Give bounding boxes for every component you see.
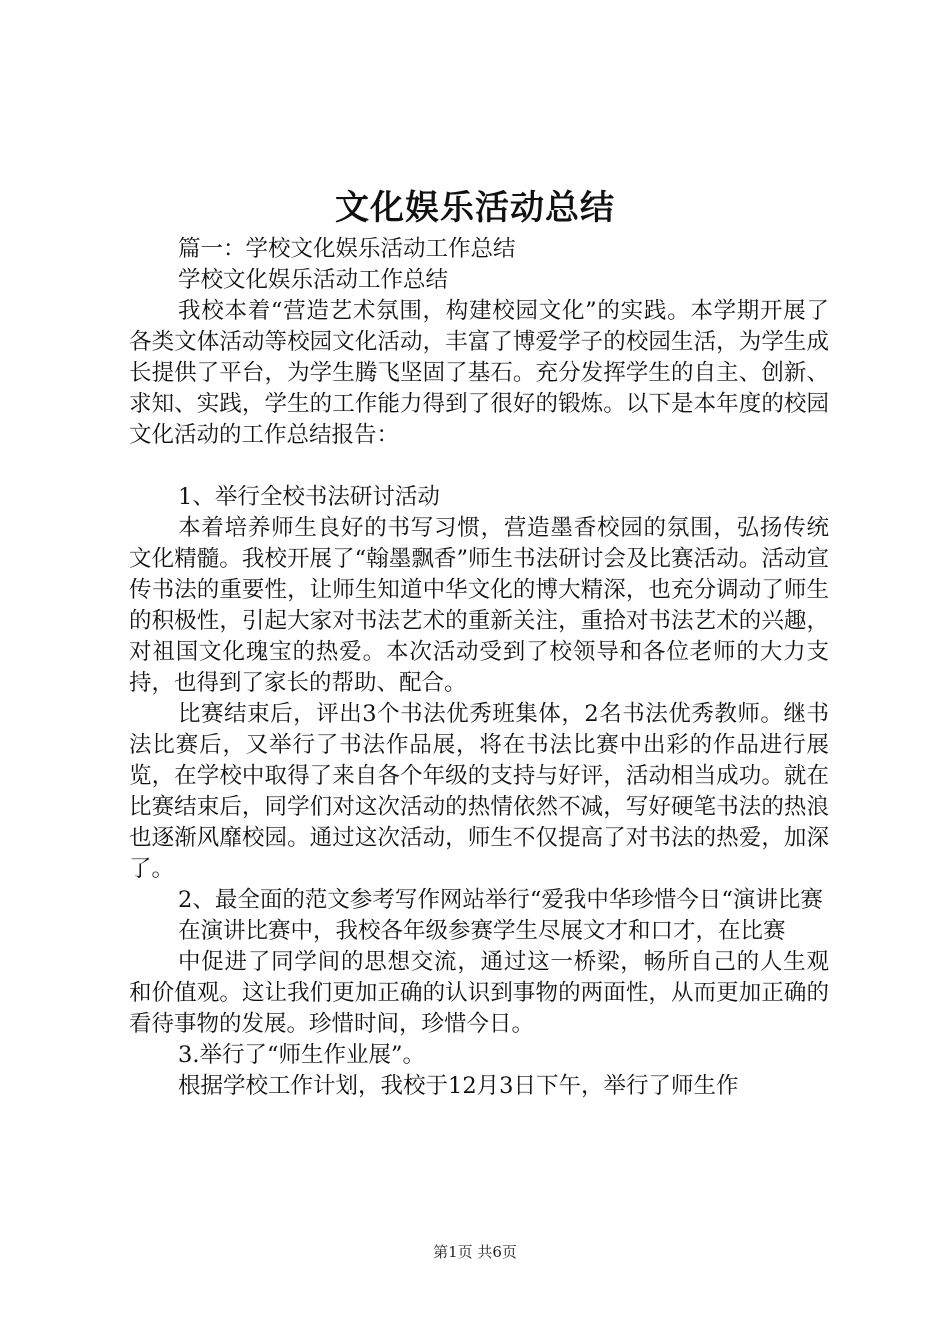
document-title: 文化娱乐活动总结 xyxy=(335,188,615,228)
section-heading: 篇一：学校文化娱乐活动工作总结 xyxy=(178,236,516,262)
document-body xyxy=(129,234,829,1102)
paragraph: 中促进了同学间的思想交流，通过这一桥梁，畅所自己的人生观和价值观。这让我们更加正确的认识到事物的两面性，从而更加正确的看待事物的发展。珍惜时间，珍惜今日。 xyxy=(129,949,829,1037)
subtitle: 学校文化娱乐活动工作总结 xyxy=(178,267,449,293)
paragraph: 根据学校工作计划，我校于12月3日下午，举行了师生作 xyxy=(178,1073,739,1099)
item-heading: 2、最全面的范文参考写作网站举行“爱我中华珍惜今日“演讲比赛 xyxy=(178,887,823,913)
paragraph: 比赛结束后，评出3个书法优秀班集体，2名书法优秀教师。继书法比赛后，又举行了书法作品展，将在书法比赛中出彩的作品进行展览，在学校中取得了来自各个年级的支持与好评，活动相当成功。就在比赛结束后，同学们对这次活动的热情依然不减，写好硬笔书法的热浪也逐渐风靡校园。通过这次活动，师生不仅提高了对书法的热爱，加深了。 xyxy=(129,701,829,882)
paragraph: 本着培养师生良好的书写习惯，营造墨香校园的氛围，弘扬传统文化精髓。我校开展了“翰墨飘香”师生书法研讨会及比赛活动。活动宣传书法的重要性，让师生知道中华文化的博大精深，也充分调动了师生的积极性，引起大家对书法艺术的重新关注，重拾对书法艺术的兴趣，对祖国文化瑰宝的热爱。本次活动受到了校领导和各位老师的大力支持，也得到了家长的帮助、配合。 xyxy=(129,515,829,696)
item-heading: 3.举行了“师生作业展”。 xyxy=(178,1042,425,1068)
paragraph: 我校本着“营造艺术氛围，构建校园文化”的实践。本学期开展了各类文体活动等校园文化活动，丰富了博爱学子的校园生活，为学生成长提供了平台，为学生腾飞坚固了基石。充分发挥学生的自主、创新、求知、实践，学生的工作能力得到了很好的锻炼。以下是本年度的校园文化活动的工作总结报告： xyxy=(129,298,829,448)
paragraph: 在演讲比赛中，我校各年级参赛学生尽展文才和口才，在比赛 xyxy=(178,918,786,944)
item-heading: 1、举行全校书法研讨活动 xyxy=(178,484,440,510)
page-footer: 第1页 共6页 xyxy=(433,1243,517,1261)
